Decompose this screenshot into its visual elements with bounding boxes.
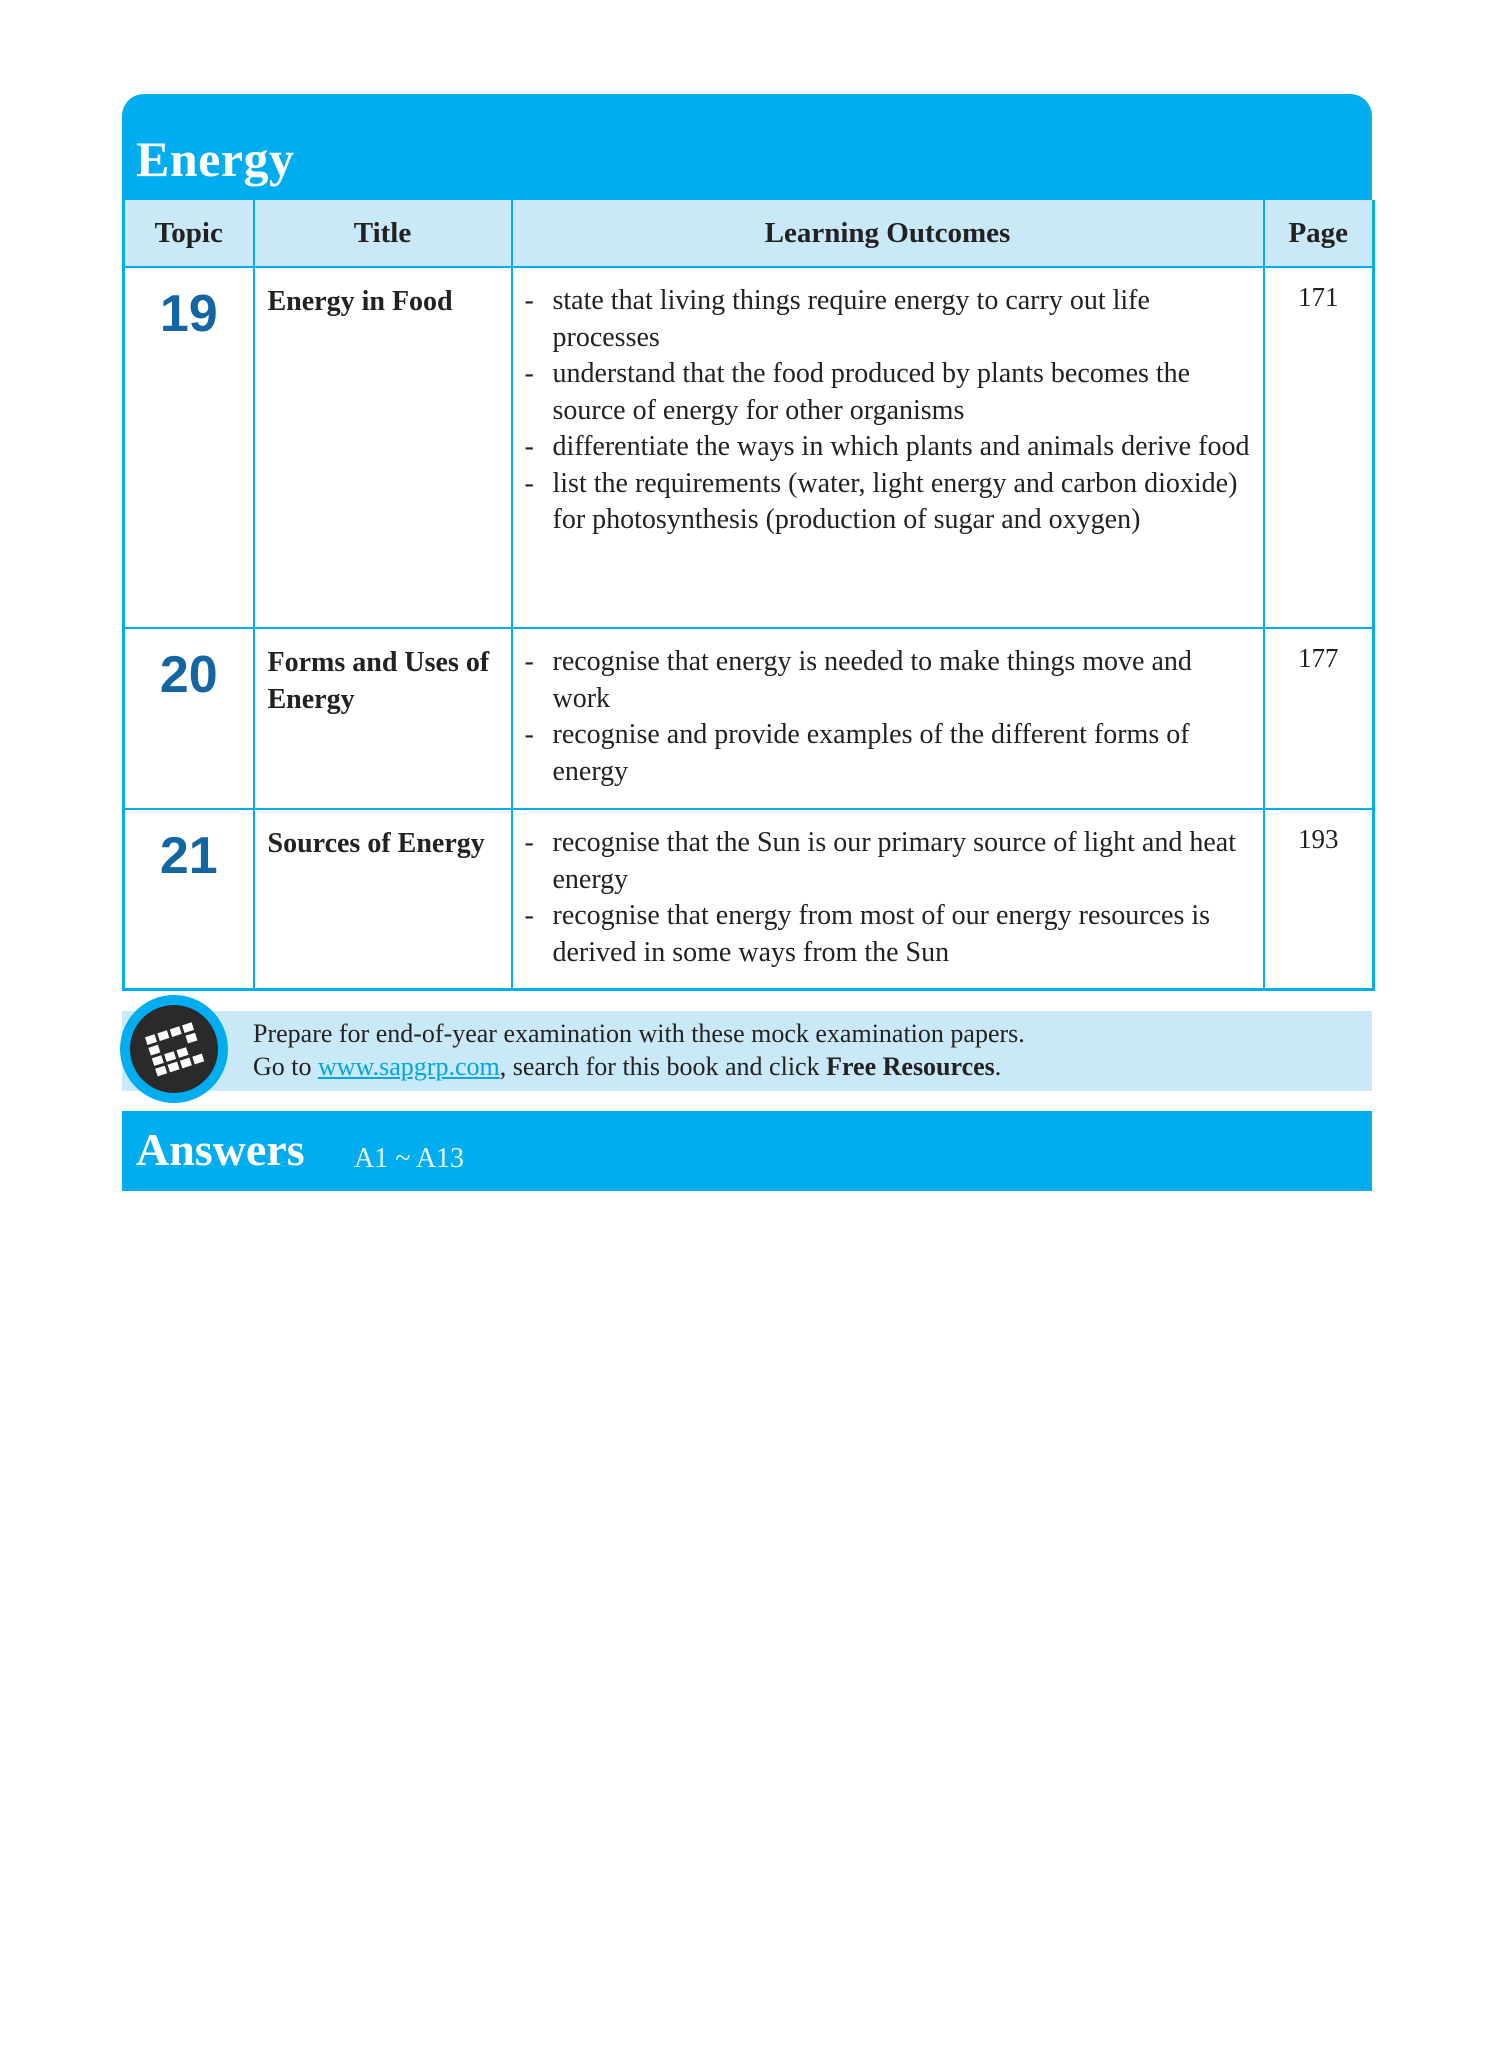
learning-outcomes xyxy=(512,628,1264,809)
outcome-text: state that living things require energy to carry out life processes xyxy=(552,285,1150,353)
table-header-row xyxy=(124,200,1374,267)
mock-exam-logo-icon xyxy=(120,995,228,1103)
outcome-text: understand that the food produced by plants becomes the source of energy for other organisms xyxy=(552,358,1191,426)
page-number[interactable]: 177 xyxy=(1264,628,1374,809)
outcome-item xyxy=(521,825,1253,898)
outcome-text: list the requirements (water, light energy and carbon dioxide) for photosynthesis (production of sugar and oxygen) xyxy=(552,467,1238,535)
topic-number: 21 xyxy=(124,809,254,989)
bullet-dash: - xyxy=(524,646,534,677)
free-resources-banner xyxy=(122,1011,1372,1091)
topic-title[interactable] xyxy=(254,267,512,628)
resources-line-2 xyxy=(253,1050,1025,1083)
topic-title-text[interactable]: Energy in Food xyxy=(267,286,453,317)
outcome-item xyxy=(521,429,1253,466)
topic-title[interactable] xyxy=(254,628,512,809)
bullet-dash: - xyxy=(524,467,534,499)
answers-banner[interactable] xyxy=(122,1111,1372,1191)
page-number[interactable]: 171 xyxy=(1264,267,1374,628)
outcome-item xyxy=(521,356,1253,429)
section-title: Energy xyxy=(136,131,295,187)
answers-title[interactable]: Answers xyxy=(136,1123,305,1175)
free-resources-text xyxy=(253,1017,1025,1083)
outcome-item xyxy=(521,717,1253,790)
header-page: Page xyxy=(1264,200,1374,267)
resources-line-1: Prepare for end-of-year examination with these mock examination papers. xyxy=(253,1018,1025,1048)
outcome-text: differentiate the ways in which plants and animals derive food xyxy=(552,431,1250,462)
bullet-dash: - xyxy=(524,358,534,389)
resources-prefix: Go to xyxy=(253,1051,318,1081)
bullet-dash: - xyxy=(524,719,534,750)
topic-title-text[interactable]: Sources of Energy xyxy=(267,828,485,859)
outcome-item xyxy=(521,898,1253,971)
learning-outcomes xyxy=(512,267,1264,628)
outcome-item xyxy=(521,644,1253,717)
header-topic: Topic xyxy=(124,200,254,267)
header-title: Title xyxy=(254,200,512,267)
bullet-dash: - xyxy=(524,285,534,316)
bullet-dash: - xyxy=(524,827,534,858)
section-banner xyxy=(122,94,1372,200)
outcome-text: recognise that energy from most of our energy resources is derived in some ways from the Sun xyxy=(552,900,1211,968)
outcome-item xyxy=(521,283,1253,356)
bullet-dash: - xyxy=(524,431,534,462)
table-row xyxy=(124,809,1374,989)
contents-page xyxy=(122,94,1372,1191)
table-row xyxy=(124,628,1374,809)
topic-title-text[interactable]: Forms and Uses of Energy xyxy=(267,647,490,715)
topic-number: 19 xyxy=(124,267,254,628)
answers-page-range: A1 ~ A13 xyxy=(354,1142,465,1174)
learning-outcomes xyxy=(512,809,1264,989)
free-resources-label: Free Resources xyxy=(826,1051,995,1081)
table-row xyxy=(124,267,1374,628)
outcome-text: recognise and provide examples of the different forms of energy xyxy=(552,719,1190,787)
bullet-dash: - xyxy=(524,900,534,931)
exam-paper-icon xyxy=(130,1005,218,1093)
outcome-item xyxy=(521,466,1253,539)
outcome-text: recognise that the Sun is our primary source of light and heat energy xyxy=(552,827,1236,895)
topic-number: 20 xyxy=(124,628,254,809)
header-outcomes: Learning Outcomes xyxy=(512,200,1264,267)
outcome-text: recognise that energy is needed to make things move and work xyxy=(552,646,1192,714)
website-link[interactable]: www.sapgrp.com xyxy=(318,1051,500,1081)
resources-suffix: . xyxy=(994,1051,1002,1081)
contents-table xyxy=(122,200,1375,991)
page-number[interactable]: 193 xyxy=(1264,809,1374,989)
resources-middle: , search for this book and click xyxy=(499,1051,827,1081)
topic-title[interactable] xyxy=(254,809,512,989)
